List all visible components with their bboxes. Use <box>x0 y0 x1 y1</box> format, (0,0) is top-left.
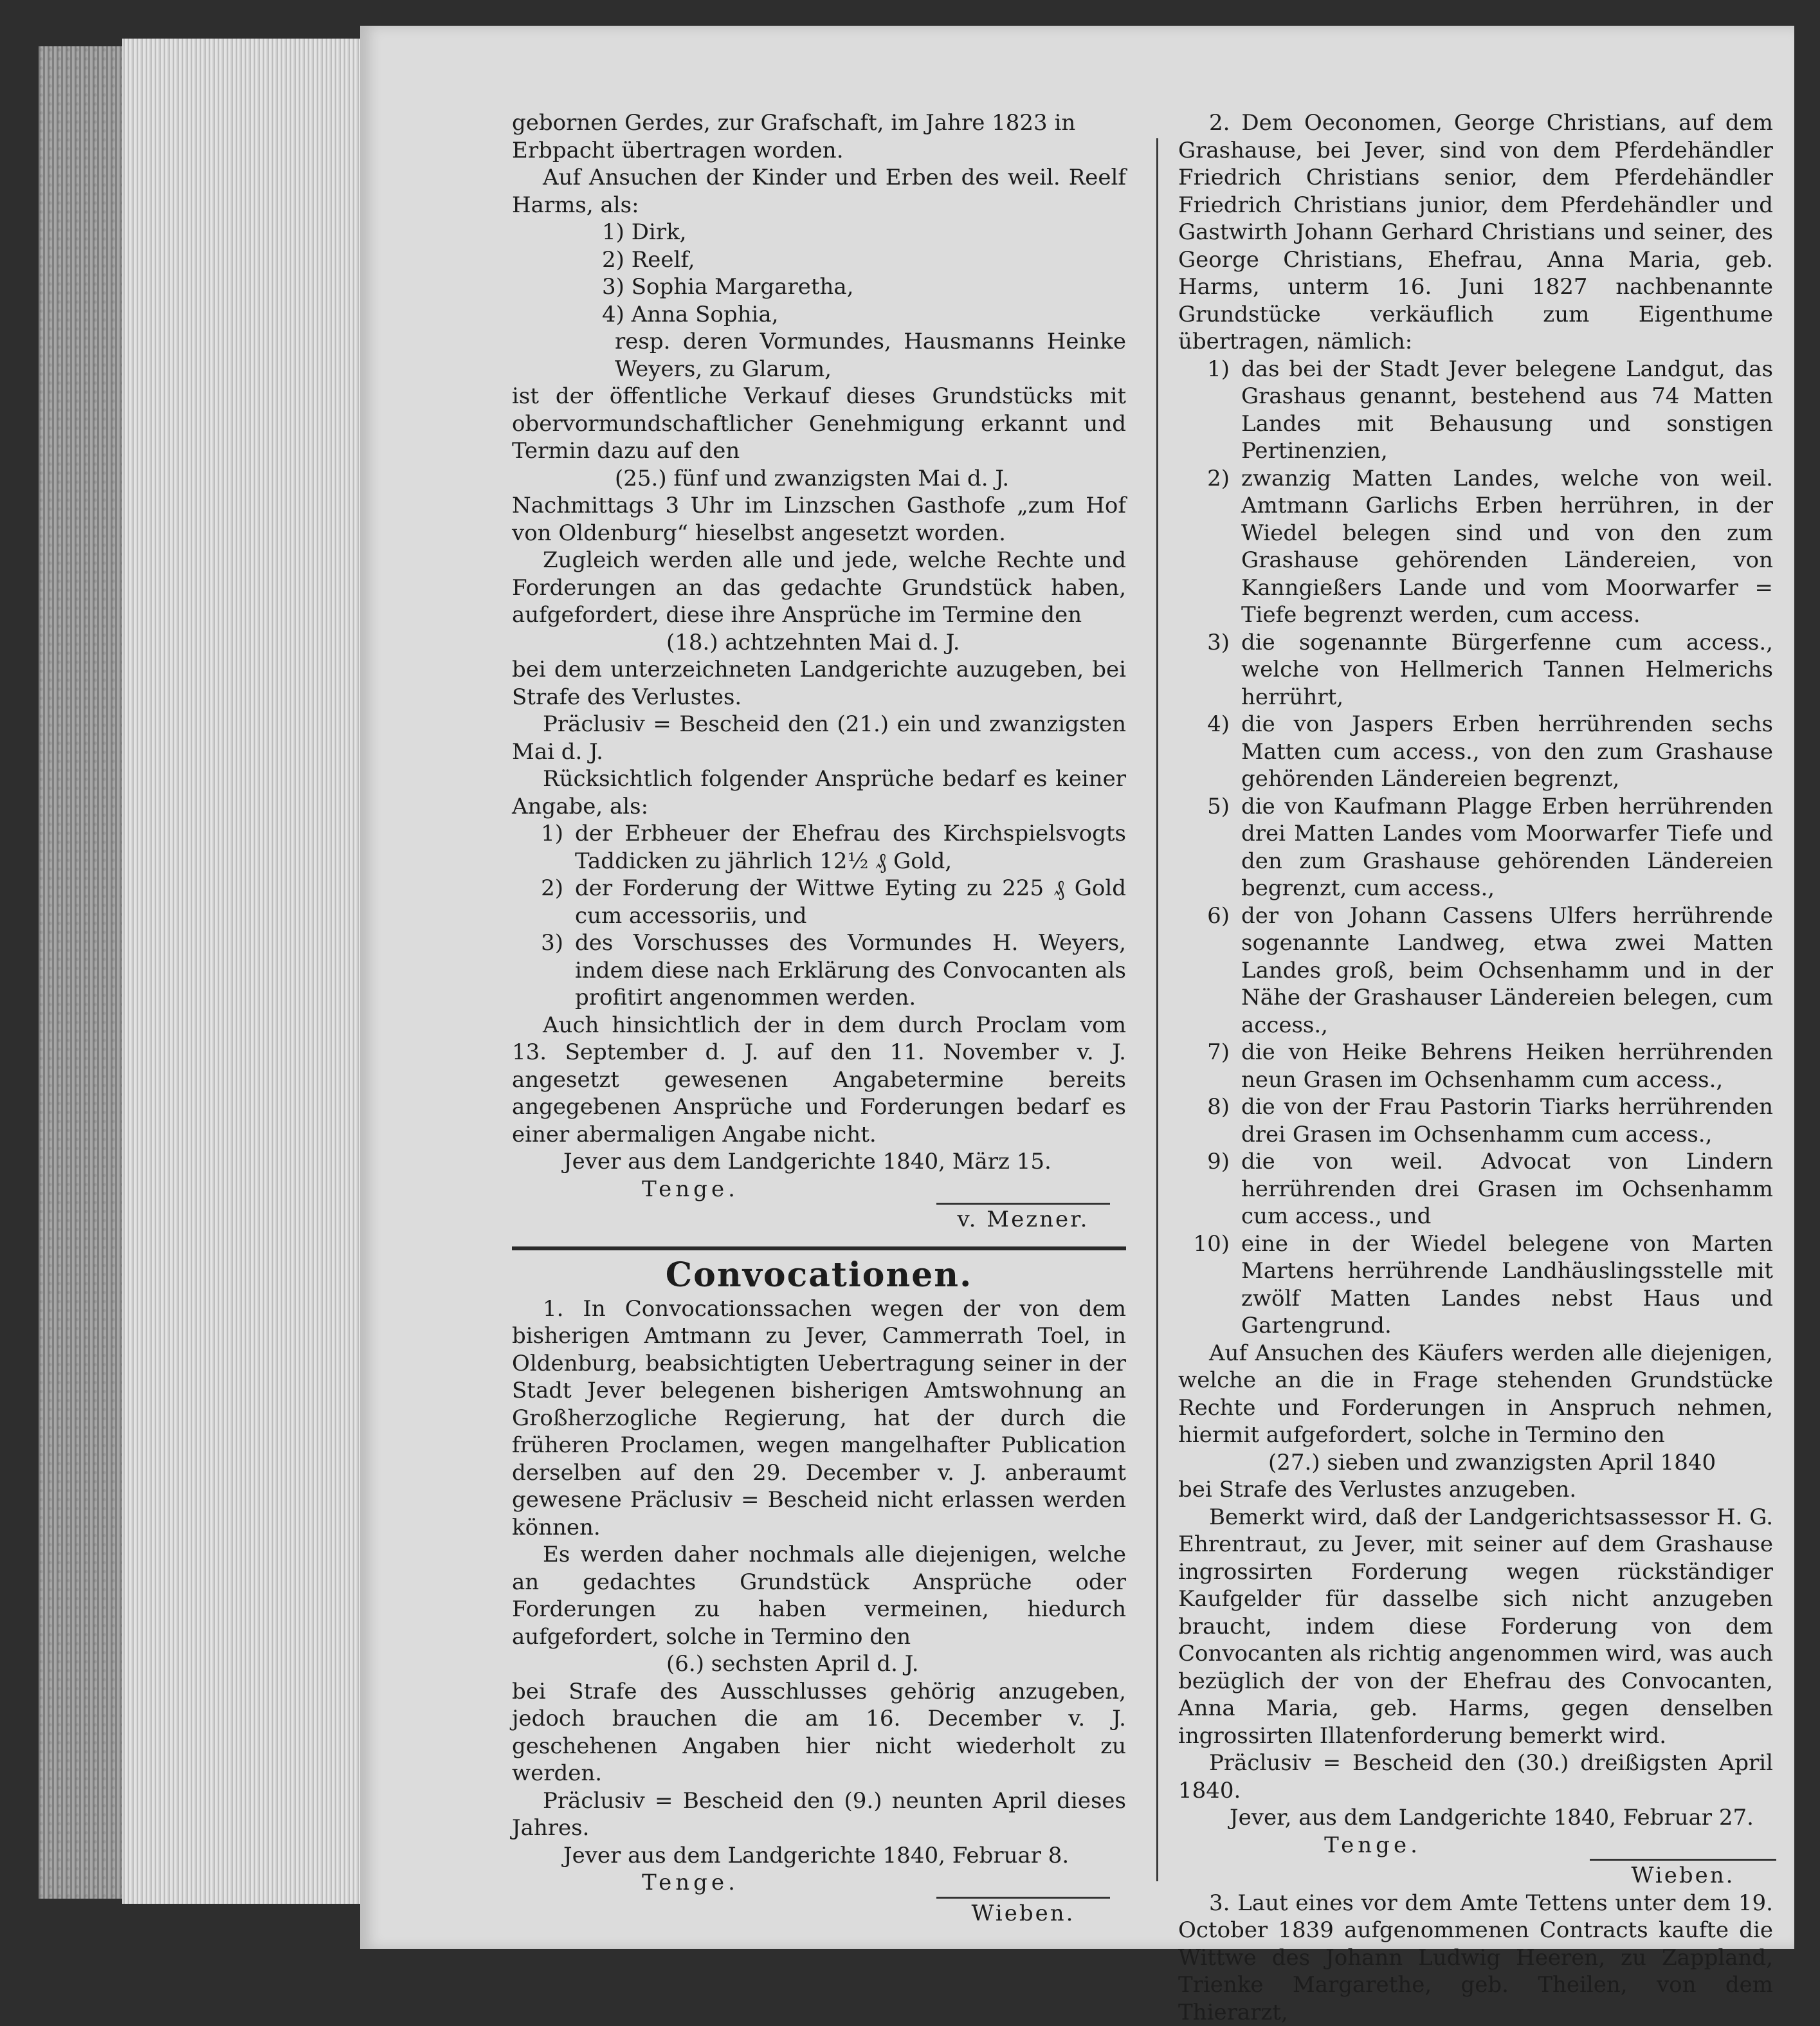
book-spine-edge <box>39 46 122 1899</box>
list-item <box>1178 629 1773 711</box>
list-item <box>1178 711 1773 793</box>
item-text: der Erbheuer der Ehefrau des Kirchspielsvogts Taddicken zu jährlich 12½ ₰ Gold, <box>575 820 1126 875</box>
list-item: 3) Sophia Margaretha, <box>512 273 1126 301</box>
paragraph-proclam: Auch hinsichtlich der in dem durch Proclam vom 13. September d. J. auf den 11. November v. J. angesetzt gewesenen Angabetermine bereits angegebenen Ansprüche und Forderungen bedarf es einer abermaligen Angabe nicht. <box>512 1012 1126 1149</box>
column-divider <box>1156 138 1158 1881</box>
list-item <box>512 820 1126 875</box>
paragraph-intro: 2. Dem Oeconomen, George Christians, auf dem Grashause, bei Jever, sind von dem Pferdehändler Friedrich Christians senior, dem Pferdehändler Friedrich Christians junior, dem Pferdehändler und Gastwirth Johann Gerhard Christians und seiner, des George Christians, Ehefrau, Anna Maria, geb. Harms, unterm 16. Juni 1827 nachbenannte Grundstücke verkäuflich zum Eigenthume übertragen, nämlich: <box>1178 109 1773 356</box>
item-number: 5) <box>1178 793 1241 902</box>
item-number: 7) <box>1178 1039 1241 1093</box>
item-text: der von Johann Cassens Ulfers herrührende sogenannte Landweg, etwa zwei Matten Landes groß, beim Ochsenhamm und in der Nähe der Grashauser Ländereien belegen, cum access., <box>1241 902 1773 1039</box>
right-column <box>1178 109 1773 2026</box>
place-date: Jever aus dem Landgerichte 1840, Februar 8. <box>512 1842 1126 1870</box>
paragraph-convocation-b: Es werden daher nochmals alle diejenigen, welche an gedachtes Grundstück Ansprüche oder Forderungen zu haben vermeinen, hiedurch aufgefordert, solche in Termino den <box>512 1541 1126 1650</box>
paragraph-heirs: Auf Ansuchen der Kinder und Erben des weil. Reelf Harms, als: <box>512 164 1126 219</box>
paragraph-penalty: bei dem unterzeichneten Landgerichte auzugeben, bei Strafe des Verlustes. <box>512 656 1126 711</box>
paragraph-regarding: Rücksichtlich folgender Ansprüche bedarf es keiner Angabe, als: <box>512 765 1126 820</box>
countersignature: Wieben. <box>1590 1859 1776 1890</box>
item-text: die von Heike Behrens Heiken herrührenden neun Grasen im Ochsenhamm cum access., <box>1241 1039 1773 1093</box>
paragraph-preclusive: Präclusiv = Bescheid den (21.) ein und zwanzigsten Mai d. J. <box>512 711 1126 765</box>
paragraph-contract: 3. Laut eines vor dem Amte Tettens unter dem 19. October 1839 aufgenommenen Contracts kaufte die Wittwe des Johann Ludwig Heeren, zu Zappland, Trienke Margarethe, geb. Theilen, von dem Thierarzt, <box>1178 1890 1773 2026</box>
item-text: zwanzig Matten Landes, welche von weil. Amtmann Garlichs Erben herrühren, in der Wiedel belegen sind und von den zum Grashause gehörenden Ländereien, von Kanngießers Lande und vom Moorwarfer = Tiefe begrenzt werden, cum access. <box>1241 465 1773 629</box>
item-number: 1) <box>1178 356 1241 465</box>
countersignature: v. Mezner. <box>936 1203 1110 1234</box>
signature: Tenge. <box>1178 1832 1773 1859</box>
countersignature: Wieben. <box>936 1897 1110 1928</box>
paragraph-summons: Zugleich werden alle und jede, welche Rechte und Forderungen an das gedachte Grundstück haben, aufgefordert, diese ihre Ansprüche im Termine den <box>512 547 1126 629</box>
item-text: eine in der Wiedel belegene von Marten Martens herrührende Landhäuslingsstelle mit zwölf Matten Landes nebst Haus und Gartengrund. <box>1241 1230 1773 1340</box>
item-number: 8) <box>1178 1093 1241 1148</box>
paragraph-buyer: Auf Ansuchen des Käufers werden alle diejenigen, welche an die in Frage stehenden Grundstücke Rechte und Forderungen in Anspruch nehmen, hiermit aufgefordert, solche in Termino den <box>1178 1340 1773 1449</box>
list-item <box>1178 356 1773 465</box>
paragraph-preclusive: Präclusiv = Bescheid den (9.) neunten April dieses Jahres. <box>512 1787 1126 1842</box>
list-item <box>512 875 1126 929</box>
item-number: 1) <box>512 820 575 875</box>
list-item <box>1178 793 1773 902</box>
place-date: Jever, aus dem Landgerichte 1840, Februar 27. <box>1178 1804 1773 1832</box>
term-date: (6.) sechsten April d. J. <box>512 1650 1126 1678</box>
item-number: 2) <box>512 875 575 929</box>
item-text: die sogenannte Bürgerfenne cum access., welche von Hellmerich Tannen Helmerichs herrührt, <box>1241 629 1773 711</box>
item-number: 10) <box>1178 1230 1241 1340</box>
signature: Tenge. <box>512 1176 1126 1203</box>
term-date: (25.) fünf und zwanzigsten Mai d. J. <box>512 465 1126 493</box>
left-column <box>512 109 1126 1927</box>
list-item <box>1178 1148 1773 1230</box>
place-date: Jever aus dem Landgerichte 1840, März 15. <box>512 1148 1126 1176</box>
item-text: die von der Frau Pastorin Tiarks herrührenden drei Grasen im Ochsenhamm cum access., <box>1241 1093 1773 1148</box>
item-number: 6) <box>1178 902 1241 1039</box>
section-divider <box>512 1246 1126 1250</box>
text-line: gebornen Gerdes, zur Grafschaft, im Jahre 1823 in <box>512 109 1126 137</box>
item-number: 3) <box>512 929 575 1012</box>
paragraph-note: Bemerkt wird, daß der Landgerichtsassessor H. G. Ehrentraut, zu Jever, mit seiner auf dem Grashause ingrossirten Forderung wegen rückständiger Kaufgelder für dasselbe sich nicht anzugeben braucht, indem diese Forderung von dem Convocanten als richtig angenommen wird, was auch bezüglich der von der Ehefrau des Convocanten, Anna Maria, geb. Harms, gegen denselben ingrossirten Illatenforderung bemerkt wird. <box>1178 1504 1773 1750</box>
item-number: 9) <box>1178 1148 1241 1230</box>
item-number: 3) <box>1178 629 1241 711</box>
paragraph-sale: ist der öffentliche Verkauf dieses Grundstücks mit obervormundschaftlicher Genehmigung erkannt und Termin dazu auf den <box>512 383 1126 465</box>
guardian-line: resp. deren Vormundes, Hausmanns Heinke Weyers, zu Glarum, <box>512 328 1126 383</box>
list-item: 4) Anna Sophia, <box>512 301 1126 329</box>
document-page <box>360 26 1794 1949</box>
paragraph-penalty: bei Strafe des Verlustes anzugeben. <box>1178 1476 1773 1504</box>
item-number: 4) <box>1178 711 1241 793</box>
claims-list <box>512 820 1126 1012</box>
paragraph-preclusive: Präclusiv = Bescheid den (30.) dreißigsten April 1840. <box>1178 1749 1773 1804</box>
list-item <box>1178 1039 1773 1093</box>
item-text: die von weil. Advocat von Lindern herrührenden drei Grasen im Ochsenhamm cum access., und <box>1241 1148 1773 1230</box>
term-date: (27.) sieben und zwanzigsten April 1840 <box>1178 1449 1773 1477</box>
list-item <box>1178 1093 1773 1148</box>
item-text: des Vorschusses des Vormundes H. Weyers, indem diese nach Erklärung des Convocanten als profitirt angenommen werden. <box>575 929 1126 1012</box>
heirs-list <box>512 219 1126 328</box>
list-item: 2) Reelf, <box>512 246 1126 274</box>
list-item <box>1178 902 1773 1039</box>
term-date: (18.) achtzehnten Mai d. J. <box>512 629 1126 657</box>
property-list <box>1178 356 1773 1340</box>
list-item: 1) Dirk, <box>512 219 1126 246</box>
list-item <box>1178 465 1773 629</box>
signature: Tenge. <box>512 1869 1126 1897</box>
list-item <box>1178 1230 1773 1340</box>
paragraph-convocation: 1. In Convocationssachen wegen der von dem bisherigen Amtmann zu Jever, Cammerrath Toel, in Oldenburg, beabsichtigten Uebertragung seiner in der Stadt Jever belegenen bisherigen Amtswohnung an Großherzogliche Regierung, hat der durch die früheren Proclamen, wegen mangelhafter Publication derselben auf den 29. December v. J. anberaumt gewesene Präclusiv = Bescheid nicht erlassen werden können. <box>512 1295 1126 1542</box>
text-line: Erbpacht übertragen worden. <box>512 137 1126 165</box>
item-text: das bei der Stadt Jever belegene Landgut, das Grashaus genannt, bestehend aus 74 Matten Landes mit Behausung und sonstigen Pertinenzien, <box>1241 356 1773 465</box>
section-title: Convocationen. <box>512 1255 1126 1295</box>
item-text: der Forderung der Wittwe Eyting zu 225 ₰ Gold cum accessoriis, und <box>575 875 1126 929</box>
item-number: 2) <box>1178 465 1241 629</box>
paragraph-convocation-c: bei Strafe des Ausschlusses gehörig anzugeben, jedoch brauchen die am 16. December v. J. geschehenen Angaben hier nicht wiederholt zu werden. <box>512 1678 1126 1787</box>
item-text: die von Kaufmann Plagge Erben herrührenden drei Matten Landes vom Moorwarfer Tiefe und den zum Grashause gehörenden Ländereien begrenzt, cum access., <box>1241 793 1773 902</box>
item-text: die von Jaspers Erben herrührenden sechs Matten cum access., von den zum Grashause gehörenden Ländereien begrenzt, <box>1241 711 1773 793</box>
list-item <box>512 929 1126 1012</box>
paragraph-afternoon: Nachmittags 3 Uhr im Linzschen Gasthofe „zum Hof von Oldenburg“ hieselbst angesetzt worden. <box>512 492 1126 547</box>
page-stack-edges <box>122 39 367 1904</box>
